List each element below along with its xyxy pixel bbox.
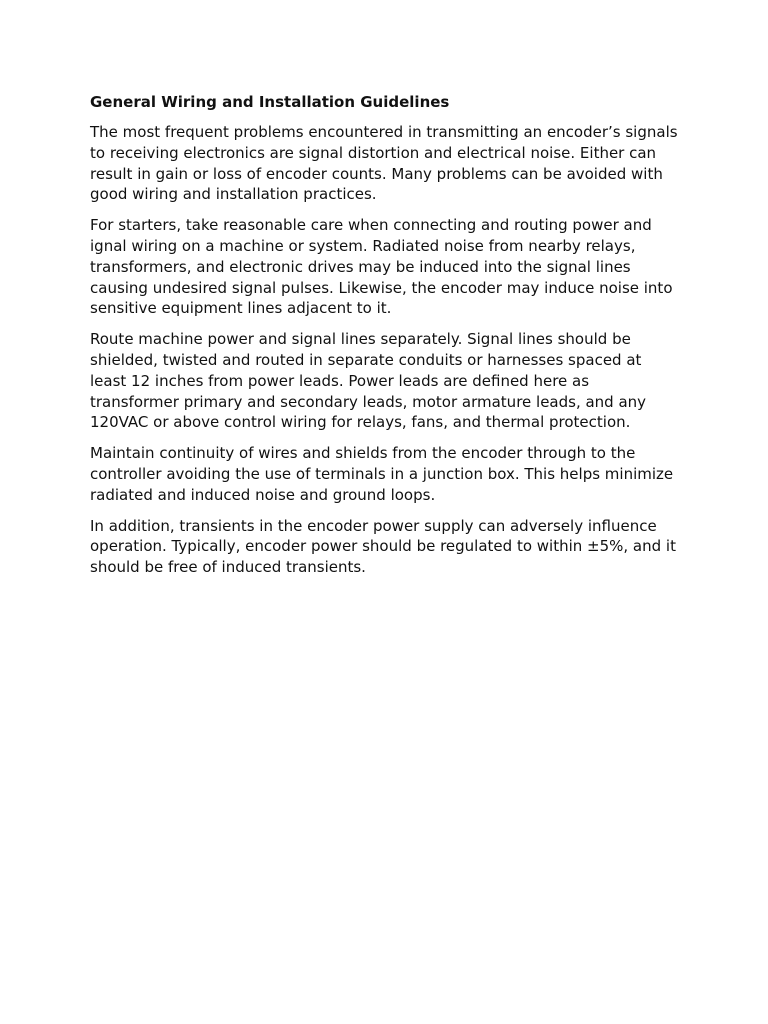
- paragraph-encoder-problems: The most frequent problems encountered in transmitting an encoder’s signals to receiving electronics are signal distortion and electrical noise. Either can result in gain or loss of encoder counts. Many problems can be avoided with good wiring and installation practices.: [90, 123, 678, 204]
- paragraph-routing-care: For starters, take reasonable care when connecting and routing power and ignal wiring on a machine or system. Radiated noise from nearby relays, transformers, and electronic drives may be induced into the signal lines causing undesired signal pulses. Likewise, the encoder may induce noise into sensitive equipment lines adjacent to it.: [90, 216, 673, 318]
- paragraph-power-transients: In addition, transients in the encoder power supply can adversely influence operation. Typically, encoder power should be regulated to within ±5%, and it should be free of induced transients.: [90, 516, 676, 577]
- paragraph-separate-lines: Route machine power and signal lines separately. Signal lines should be shielded, twisted and routed in separate conduits or harnesses spaced at least 12 inches from power leads. Power leads are defined here as transformer primary and secondary leads, motor armature leads, and any 120VAC or above control wiring for relays, fans, and thermal protection.: [90, 330, 647, 432]
- paragraph-continuity: Maintain continuity of wires and shields from the encoder through to the controller avoiding the use of terminals in a junction box. This helps minimize radiated and induced noise and ground loops.: [90, 444, 674, 504]
- section-heading: General Wiring and Installation Guidelines: [90, 93, 450, 111]
